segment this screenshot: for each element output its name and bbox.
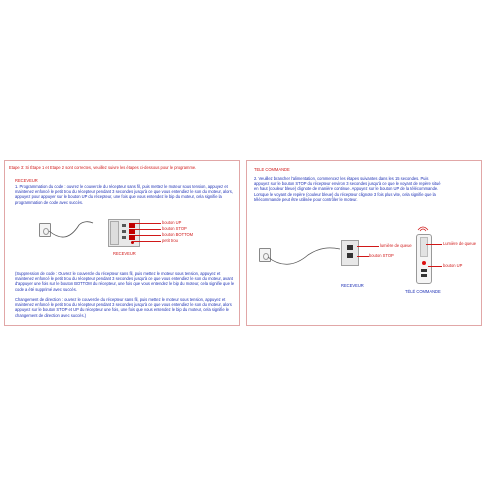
receiver-heading: RECEVEUR xyxy=(15,178,38,183)
remote-control-icon xyxy=(416,234,432,284)
receiver-device-icon xyxy=(341,240,359,266)
receiver-caption: RECEVEUR xyxy=(341,283,364,288)
right-instruction-panel xyxy=(246,160,482,326)
direction-change-text: Changement de direction : ouvrez le couvercle du récepteur sans fil, puis mettez le moteur sous tension, appuyez et maintenez enfoncé le petit trou du récepteur pendant 3 secondes jusqu'à ce que vous entendiez le son du moteur, alors appuyez sur le bouton STOP et UP du récepteur une fois, une fois que vous entendez le bip du moteur, cela signifie le changement de direction avec succès.) xyxy=(15,297,232,318)
callout-tail-light: lumière de queue xyxy=(380,243,412,248)
callout-remote-tail-light: Lumière de queue xyxy=(443,241,477,246)
callout-stop: bouton STOP xyxy=(162,226,187,231)
callout-small-hole: petit trou xyxy=(162,238,178,243)
callout-up: bouton UP xyxy=(162,220,182,225)
step3-intro: Etape 3: Si Étape 1 et Etape 2 sont correctes, veuillez suivre les étapes ci-dessous pour le programme. xyxy=(9,165,197,170)
deletion-text: (Suppression de code : Ouvrez le couvercle du récepteur sans fil, puis mettez le moteur sous tension, appuyez et maintenez enfoncé le petit trou du récepteur pendant 3 secondes jusqu'à ce que vous entendiez le son du moteur, avant d'appuyer une fois sur le bouton BOTTOM du récepteur, une fois que vous entendez le bip du moteur, cela signifie que le code a été supprimé avec succès. xyxy=(15,271,235,292)
left-instruction-panel xyxy=(4,160,240,326)
signal-waves-icon xyxy=(416,222,430,232)
receiver-caption: RECEVEUR xyxy=(113,251,136,256)
callout-bottom: bouton BOTTOM xyxy=(162,232,194,237)
power-cable-icon xyxy=(45,219,95,245)
callout-remote-up: bouton UP xyxy=(443,263,463,268)
remote-heading: TELE COMMANDE xyxy=(254,167,290,172)
remote-pairing-text: 2. Veuillez brancher l'alimentation, commencez les étapes suivantes dans les 15 secondes. Puis appuyez sur le bouton STOP du récepteur environ 3 secondes jusqu'à ce que le voyant de repère situé en haut (couleur bleue) clignote de manière continue. Appuyez sur le bouton UP de la télécommande. Lorsque le voyant de repère (couleur bleue) du récepteur clignote 3 fois plus vite, cela signifie que la télécommande peut être utilisée pour contrôler le moteur. xyxy=(254,176,441,202)
remote-caption: TÉLÉ COMMANDE xyxy=(405,289,441,294)
programming-text: 1. Programmation du code : ouvrez le couvercle du récepteur sans fil, puis mettez le moteur sous tension, appuyez et maintenez enfoncé le petit trou du récepteur pendant 3 secondes jusqu'à ce que vous entendiez le son du moteur, alors, appuyez pour appuyer sur le bouton UP du récepteur, une fois que vous entendez le bip du moteur, cela signifie la programmation de code avec succès. xyxy=(15,184,233,205)
callout-stop: bouton STOP xyxy=(369,253,394,258)
power-cable-icon xyxy=(264,243,344,269)
